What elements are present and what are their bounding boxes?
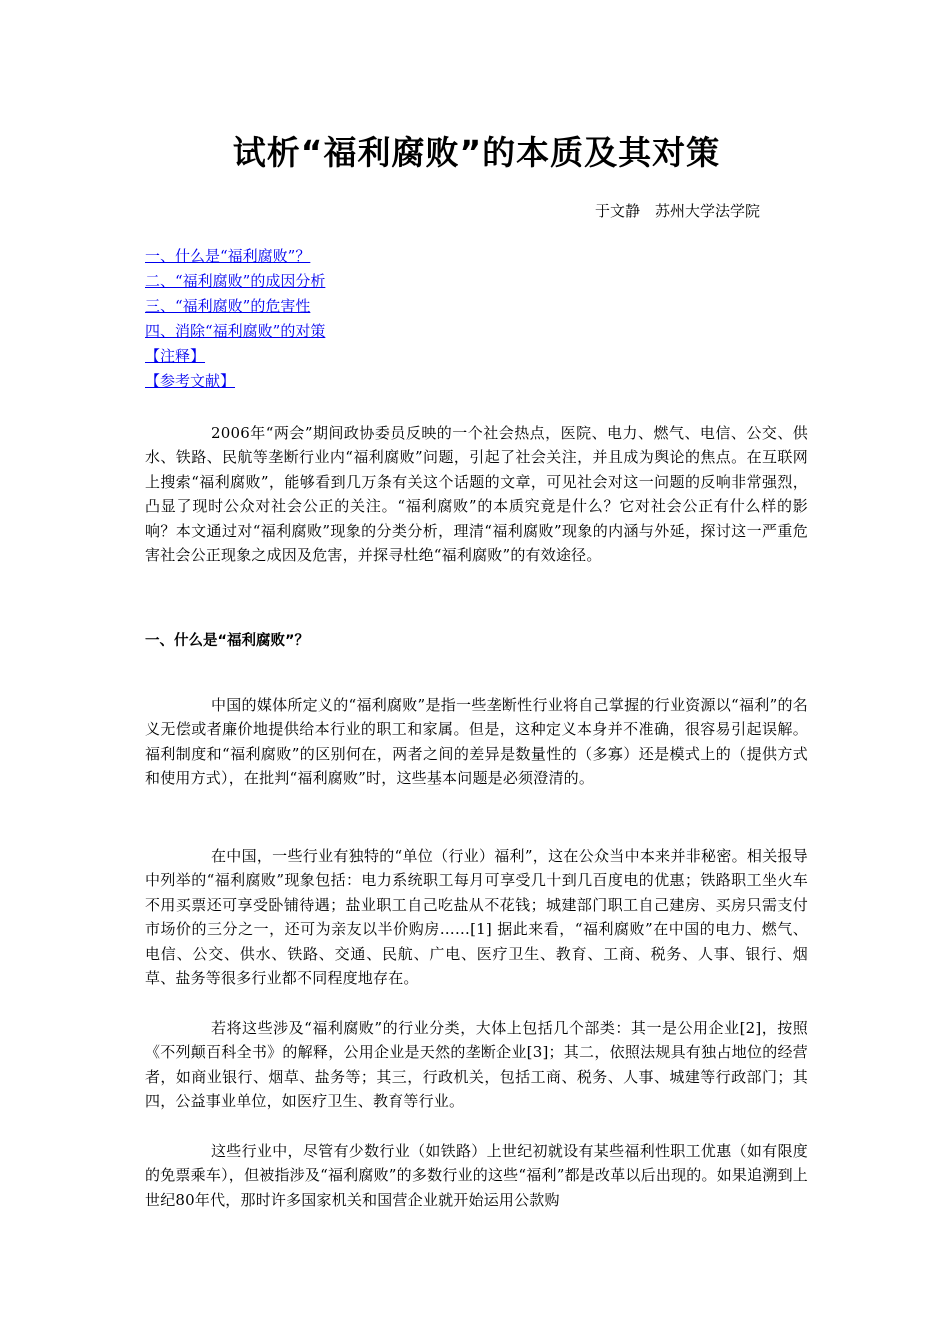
table-of-contents (145, 244, 325, 394)
toc-item[interactable] (145, 369, 325, 394)
toc-item[interactable] (145, 269, 325, 294)
toc-item[interactable] (145, 344, 325, 369)
toc-link-section-2[interactable]: 二、“福利腐败”的成因分析 (145, 272, 326, 290)
toc-link-section-3[interactable]: 三、“福利腐败”的危害性 (145, 297, 311, 315)
toc-item[interactable] (145, 294, 325, 319)
section-1-heading: 一、什么是“福利腐败”？ (145, 633, 310, 649)
section-1-paragraph-2: 在中国，一些行业有独特的“单位（行业）福利”，这在公众当中本来并非秘密。相关报导中列举的“福利腐败”现象包括：电力系统职工每月可享受几十到几百度电的优惠；铁路职工坐火车不用买票还可享受卧铺待遇；盐业职工自己吃盐从不花钱；城建部门职工自己建房、买房只需支付市场价的三分之一，还可为亲友以半价购房……[1] 据此来看，“福利腐败”在中国的电力、燃气、电信、公交、供水、铁路、交通、民航、广电、医疗卫生、教育、工商、税务、人事、银行、烟草、盐务等很多行业都不同程度地存在。 (145, 847, 808, 988)
toc-link-notes[interactable]: 【注释】 (145, 347, 206, 365)
author-line: 于文静 苏州大学法学院 (594, 202, 760, 220)
section-1-paragraph-3: 若将这些涉及“福利腐败”的行业分类，大体上包括几个部类：其一是公用企业[2]，按照《不列颠百科全书》的解释，公用企业是天然的垄断企业[3]；其二，依照法规具有独占地位的经营者，如商业银行、烟草、盐务等；其三，行政机关，包括工商、税务、人事、城建等行政部门；其四，公益事业单位，如医疗卫生、教育等行业。 (145, 1019, 808, 1111)
intro-paragraph: 2006年“两会”期间政协委员反映的一个社会热点，医院、电力、燃气、电信、公交、供水、铁路、民航等垄断行业内“福利腐败”问题，引起了社会关注，并且成为舆论的焦点。在互联网上搜索“福利腐败”，能够看到几万条有关这个话题的文章，可见社会对这一问题的反响非常强烈，凸显了现时公众对社会公正的关注。“福利腐败”的本质究竟是什么？它对社会公正有什么样的影响？本文通过对“福利腐败”现象的分类分析，理清“福利腐败”现象的内涵与外延，探讨这一严重危害社会公正现象之成因及危害，并探寻杜绝“福利腐败”的有效途径。 (145, 424, 808, 565)
toc-link-references[interactable]: 【参考文献】 (145, 372, 236, 390)
toc-link-section-1[interactable]: 一、什么是“福利腐败”？ (145, 247, 311, 265)
section-1-paragraph-4: 这些行业中，尽管有少数行业（如铁路）上世纪初就设有某些福利性职工优惠（如有限度的免票乘车），但被指涉及“福利腐败”的多数行业的这些“福利”都是改革以后出现的。如果追溯到上世纪80年代，那时许多国家机关和国营企业就开始运用公款购 (145, 1142, 808, 1209)
toc-item[interactable] (145, 319, 325, 344)
toc-item[interactable] (145, 244, 325, 269)
section-1-paragraph-1: 中国的媒体所定义的“福利腐败”是指一些垄断性行业将自己掌握的行业资源以“福利”的名义无偿或者廉价地提供给本行业的职工和家属。但是，这种定义本身并不准确，很容易引起误解。福利制度和“福利腐败”的区别何在，两者之间的差异是数量性的（多寡）还是模式上的（提供方式和使用方式），在批判“福利腐败”时，这些基本问题是必须澄清的。 (145, 696, 808, 788)
toc-link-section-4[interactable]: 四、消除“福利腐败”的对策 (145, 322, 326, 340)
page-title: 试析“福利腐败”的本质及其对策 (232, 133, 721, 172)
